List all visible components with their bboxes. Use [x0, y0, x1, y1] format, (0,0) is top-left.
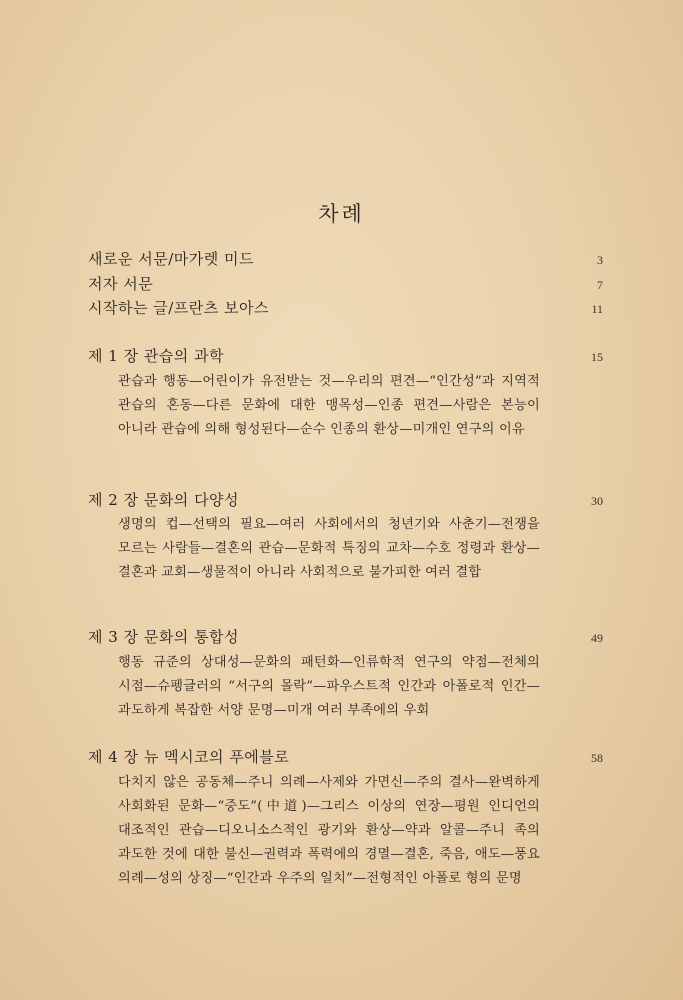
chapter-4-description: 다치지 않은 공동체—주니 의례—사제와 가면신—주의 결사—완벽하게 사회화된 문화—“중도”(中道)—그리스 이상의 연장—평원 인디언의 대조적인 관습—디오니소스적인 광기와 환상—약과 알콜—주니 족의 과도한 것에 대한 불신—권력과 폭력에의 경멸—결혼, 죽음, 애도—풍요 의례—성의 상징—“인간과 우주의 일치”—전형적인 아폴로 형의 문명: [118, 775, 540, 886]
toc-chapter-2: [88, 490, 603, 511]
chapter-page: 58: [591, 751, 603, 765]
chapter-title: 제 4 장 뉴 멕시코의 푸에블로: [88, 748, 290, 766]
chapter-page: 49: [591, 631, 603, 645]
toc-entry-page: 11: [591, 302, 603, 316]
chapter-3-description: 행동 규준의 상대성—문화의 패턴화—인류학적 연구의 약점—전체의 시점—슈펭글러의 “서구의 몰락”—파우스트적 인간과 아폴로적 인간—과도하게 복잡한 서양 문명—미개 여러 부족에의 우회: [118, 655, 540, 718]
toc-entry-author-preface: [88, 274, 603, 295]
toc-entry-title: 새로운 서문/마가렛 미드: [88, 250, 254, 268]
chapter-title: 제 1 장 관습의 과학: [88, 347, 225, 365]
page-title: 차례: [318, 202, 365, 226]
toc-entry-title: 저자 서문: [88, 275, 154, 293]
chapter-1-description: 관습과 행동—어린이가 유전받는 것—우리의 편견—“인간성”과 지역적 관습의 혼동—다른 문화에 대한 맹목성—인종 편견—사람은 본능이 아니라 관습에 의해 형성된다—순수 인종의 환상—미개인 연구의 이유: [118, 374, 540, 437]
toc-entry-title: 시작하는 글/프란츠 보아스: [88, 299, 269, 317]
chapter-page: 15: [591, 350, 603, 364]
chapter-2-description: 생명의 컵—선택의 필요—여러 사회에서의 청년기와 사춘기—전쟁을 모르는 사람들—결혼의 관습—문화적 특징의 교차—수호 정령과 환상—결혼과 교회—생물적이 아니라 사회적으로 불가피한 여러 결합: [118, 517, 540, 580]
chapter-title: 제 2 장 문화의 다양성: [88, 491, 240, 509]
toc-entry-introduction: [88, 298, 603, 319]
toc-entry-page: 3: [597, 253, 603, 267]
toc-chapter-1: [88, 346, 603, 367]
toc-chapter-3: [88, 627, 603, 648]
toc-chapter-4: [88, 747, 603, 768]
chapter-title: 제 3 장 문화의 통합성: [88, 628, 240, 646]
toc-entry-page: 7: [597, 278, 603, 292]
chapter-page: 30: [591, 494, 603, 508]
toc-entry-new-preface: [88, 249, 603, 270]
